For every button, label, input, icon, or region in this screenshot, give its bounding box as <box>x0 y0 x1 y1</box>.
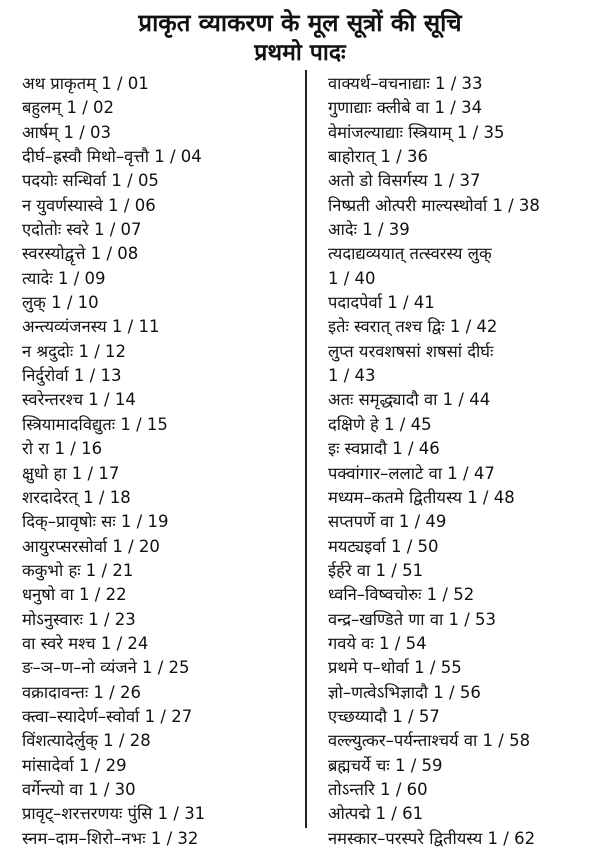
sutra-entry: इः स्वप्नादौ 1 / 46 <box>328 439 440 459</box>
sutra-entry: ईर्हरे वा 1 / 51 <box>328 560 424 580</box>
sutra-entry: बाहोरात् 1 / 36 <box>328 147 428 167</box>
sutra-entry: शरदादेरत् 1 / 18 <box>22 487 131 507</box>
sutra-entry: स्वरस्योद्वृत्ते 1 / 08 <box>22 244 139 264</box>
sutra-entry: ब्रह्मचर्ये चः 1 / 59 <box>328 755 443 775</box>
sutra-entry: अथ प्राकृतम् 1 / 01 <box>22 74 149 93</box>
column-divider <box>305 70 307 828</box>
sutra-entry: वक्रादावन्तः 1 / 26 <box>22 682 141 702</box>
sutra-entry: आयुरप्सरसोर्वा 1 / 20 <box>22 536 160 556</box>
sutra-entry: वाक्यर्थ–वचनाद्याः 1 / 33 <box>328 74 483 93</box>
sutra-entry: गवये वः 1 / 54 <box>328 633 427 653</box>
sutra-entry: एदोतोः स्वरे 1 / 07 <box>22 220 142 240</box>
sutra-entry: त्यदाद्यव्ययात् तत्स्वरस्य लुक् <box>328 244 492 264</box>
sutra-entry: अतः समृद्ध्यादौ वा 1 / 44 <box>328 390 491 410</box>
sutra-entry: मोऽनुस्वारः 1 / 23 <box>22 609 136 629</box>
sutra-entry: दिक्–प्रावृषोः सः 1 / 19 <box>22 512 169 532</box>
sutra-entry: गुणाद्याः क्लीबे वा 1 / 34 <box>328 98 483 118</box>
sutra-entry: निर्दुरोर्वा 1 / 13 <box>22 366 122 386</box>
sutra-entry: बहुलम् 1 / 02 <box>22 98 115 118</box>
sutra-entry: वेमांजल्याद्याः स्त्रियाम् 1 / 35 <box>328 122 505 142</box>
sutra-entry: वर्गेन्त्यो वा 1 / 30 <box>22 779 136 799</box>
sutra-entry: लुक् 1 / 10 <box>22 293 99 313</box>
sutra-entry: स्त्रियामादविद्युतः 1 / 15 <box>22 414 168 434</box>
sutra-entry: न श्रदुदोः 1 / 12 <box>22 341 127 361</box>
sutra-entry: 1 / 40 <box>328 268 376 288</box>
section-subtitle: प्रथमो पादः <box>254 40 346 66</box>
sutra-entry: ओत्पद्मे 1 / 61 <box>328 804 424 824</box>
sutra-entry: आर्षम् 1 / 03 <box>22 122 112 142</box>
sutra-entry: दक्षिणे हे 1 / 45 <box>328 414 432 434</box>
sutra-entry: मांसादेर्वा 1 / 29 <box>22 755 127 775</box>
sutra-entry: इतेः स्वरात् तश्च द्विः 1 / 42 <box>328 317 498 337</box>
sutra-entry: ककुभो हः 1 / 21 <box>22 560 134 580</box>
sutra-entry: तोऽन्तरि 1 / 60 <box>328 779 428 799</box>
sutra-entry: ङ–ञ–ण–नो व्यंजने 1 / 25 <box>22 658 190 678</box>
page-title: प्राकृत व्याकरण के मूल सूत्रों की सूचि <box>138 9 462 37</box>
right-sutra-list <box>328 72 596 851</box>
sutra-entry: धनुषो वा 1 / 22 <box>22 585 127 605</box>
sutra-entry: वन्द्र–खण्डिते णा वा 1 / 53 <box>328 609 497 629</box>
sutra-entry: लुप्त यरवशषसां शषसां दीर्घः <box>328 341 494 361</box>
sutra-entry: त्यादेः 1 / 09 <box>22 268 106 288</box>
sutra-entry: ज्ञो–णत्वेऽभिज्ञादौ 1 / 56 <box>328 682 481 702</box>
sutra-entry: क्षुधो हा 1 / 17 <box>22 463 120 483</box>
sutra-entry: ध्वनि–विष्वचोरुः 1 / 52 <box>328 585 475 605</box>
sutra-entry: पदयोः सन्धिर्वा 1 / 05 <box>22 171 159 191</box>
sutra-entry: प्रथमे प–थोर्वा 1 / 55 <box>328 658 462 678</box>
sutra-entry: 1 / 43 <box>328 366 376 386</box>
sutra-entry: पदादपेर्वा 1 / 41 <box>328 293 435 313</box>
sutra-entry: विंशत्यादेर्लुक् 1 / 28 <box>22 731 151 751</box>
sutra-entry: वल्ल्युत्कर–पर्यन्ताश्चर्य वा 1 / 58 <box>328 731 531 751</box>
sutra-entry: अतो डो विसर्गस्य 1 / 37 <box>328 171 481 191</box>
sutra-entry: स्वरेन्तरश्च 1 / 14 <box>22 390 136 410</box>
sutra-entry: वा स्वरे मश्च 1 / 24 <box>22 633 149 653</box>
sutra-entry: प्रावृट्–शरत्तरणयः पुंसि 1 / 31 <box>22 804 206 824</box>
sutra-entry: आदेः 1 / 39 <box>328 220 410 240</box>
sutra-entry: निष्प्रती ओत्परी माल्यस्थोर्वा 1 / 38 <box>328 195 540 215</box>
sutra-entry: न युवर्णस्यास्वे 1 / 06 <box>22 195 156 215</box>
sutra-entry: एच्छय्यादौ 1 / 57 <box>328 706 440 726</box>
sutra-entry: दीर्घ–ह्रस्वौ मिथो–वृत्तौ 1 / 04 <box>22 147 202 167</box>
left-sutra-list <box>22 72 290 851</box>
sutra-entry: मयट्यइर्वा 1 / 50 <box>328 536 439 556</box>
sutra-entry: सप्तपर्णे वा 1 / 49 <box>328 512 447 532</box>
sutra-entry: रो रा 1 / 16 <box>22 439 103 459</box>
sutra-entry: अन्त्यव्यंजनस्य 1 / 11 <box>22 317 160 337</box>
sutra-entry: स्नम–दाम–शिरो–नभः 1 / 32 <box>22 828 199 848</box>
sutra-entry: मध्यम–कतमे द्वितीयस्य 1 / 48 <box>328 487 515 507</box>
sutra-entry: पक्वांगार–ललाटे वा 1 / 47 <box>328 463 495 483</box>
sutra-entry: क्त्वा–स्यादेर्ण–स्वोर्वा 1 / 27 <box>22 706 193 726</box>
sutra-entry: नमस्कार–परस्परे द्वितीयस्य 1 / 62 <box>328 828 536 848</box>
